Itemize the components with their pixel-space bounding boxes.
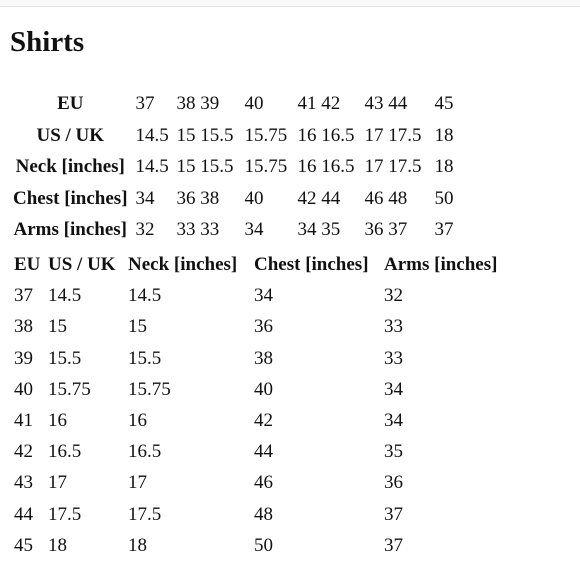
table-cell: 38 bbox=[14, 316, 33, 338]
table-cell: 37 bbox=[14, 285, 33, 307]
column-header-eu: EU bbox=[14, 254, 41, 275]
table-cell: 36 38 bbox=[176, 187, 220, 209]
table-cell: 40 bbox=[14, 378, 33, 400]
table-cell: 17 bbox=[128, 472, 147, 494]
table-cell: 42 bbox=[14, 441, 33, 463]
table-cell: 37 bbox=[434, 219, 454, 240]
table-cell: 37 bbox=[384, 534, 403, 556]
table-cell: 46 48 bbox=[364, 187, 408, 209]
table-cell: 16 16.5 bbox=[297, 156, 355, 177]
table-row bbox=[14, 343, 514, 374]
table-cell: 39 bbox=[14, 347, 33, 369]
table-row bbox=[14, 405, 514, 436]
table-cell: 18 bbox=[48, 534, 67, 556]
table-cell: 32 bbox=[135, 219, 155, 240]
table-row bbox=[14, 280, 514, 311]
row-header: Arms [inches] bbox=[13, 219, 127, 240]
table-cell: 33 bbox=[384, 347, 403, 369]
table-row bbox=[14, 530, 514, 561]
table-cell: 15.75 bbox=[244, 124, 288, 146]
table-row bbox=[14, 467, 514, 498]
table-cell: 17 17.5 bbox=[364, 124, 422, 146]
table-cell: 48 bbox=[254, 503, 273, 525]
table-cell: 50 bbox=[254, 534, 273, 556]
table-cell: 45 bbox=[434, 93, 454, 114]
row-header: US / UK bbox=[36, 124, 105, 146]
table-cell: 50 bbox=[434, 187, 454, 209]
size-table-horizontal bbox=[10, 88, 475, 246]
table-cell: 37 bbox=[135, 93, 155, 114]
table-cell: 17.5 bbox=[128, 503, 162, 525]
size-table-vertical bbox=[14, 249, 514, 561]
table-row bbox=[10, 88, 475, 120]
top-divider bbox=[0, 0, 580, 7]
table-cell: 44 bbox=[254, 441, 273, 463]
table-cell: 40 bbox=[244, 93, 264, 114]
page-title: Shirts bbox=[10, 26, 85, 58]
table-cell: 15.75 bbox=[48, 378, 91, 400]
table-cell: 40 bbox=[254, 378, 273, 400]
table-cell: 14.5 bbox=[135, 156, 169, 177]
table-cell: 18 bbox=[434, 124, 454, 146]
table-cell: 36 bbox=[384, 472, 403, 494]
table-cell: 34 bbox=[254, 285, 273, 307]
table-cell: 17 bbox=[48, 472, 67, 494]
table-cell: 44 bbox=[14, 503, 33, 525]
table-row bbox=[10, 151, 475, 183]
table-cell: 37 bbox=[384, 503, 403, 525]
table-row bbox=[14, 436, 514, 467]
table-cell: 34 35 bbox=[297, 219, 341, 240]
table-cell: 38 bbox=[254, 347, 273, 369]
table-cell: 34 bbox=[384, 410, 403, 432]
table-cell: 35 bbox=[384, 441, 403, 463]
table-cell: 38 39 bbox=[176, 93, 220, 114]
table-cell: 34 bbox=[384, 378, 403, 400]
table-cell: 15 15.5 bbox=[176, 156, 234, 177]
table-cell: 14.5 bbox=[48, 285, 82, 307]
table-row bbox=[10, 183, 475, 215]
row-header: Chest [inches] bbox=[13, 187, 128, 209]
column-header-us-uk: US / UK bbox=[48, 254, 116, 275]
table-cell: 18 bbox=[128, 534, 147, 556]
table-cell: 41 42 bbox=[297, 93, 341, 114]
table-cell: 33 33 bbox=[176, 219, 220, 240]
table-cell: 46 bbox=[254, 472, 273, 494]
table-cell: 42 bbox=[254, 410, 273, 432]
table-cell: 43 44 bbox=[364, 93, 408, 114]
table-cell: 15 bbox=[48, 316, 67, 338]
table-cell: 34 bbox=[244, 219, 264, 240]
table-cell: 15.5 bbox=[48, 347, 82, 369]
table-row bbox=[14, 311, 514, 342]
table-row bbox=[10, 214, 475, 246]
row-header: EU bbox=[57, 93, 84, 114]
table-header-row bbox=[14, 249, 514, 280]
table-cell: 16.5 bbox=[48, 441, 82, 463]
table-cell: 16.5 bbox=[128, 441, 162, 463]
table-cell: 36 bbox=[254, 316, 273, 338]
table-cell: 43 bbox=[14, 472, 33, 494]
table-cell: 18 bbox=[434, 156, 454, 177]
table-cell: 33 bbox=[384, 316, 403, 338]
table-row bbox=[14, 499, 514, 530]
column-header-neck: Neck [inches] bbox=[128, 254, 238, 275]
table-cell: 32 bbox=[384, 285, 403, 307]
row-header: Neck [inches] bbox=[15, 156, 125, 177]
table-cell: 16 bbox=[128, 410, 147, 432]
column-header-chest: Chest [inches] bbox=[254, 254, 369, 275]
table-cell: 17 17.5 bbox=[364, 156, 422, 177]
table-cell: 34 bbox=[135, 187, 155, 209]
table-cell: 14.5 bbox=[135, 124, 169, 146]
table-cell: 41 bbox=[14, 410, 33, 432]
table-cell: 15 15.5 bbox=[176, 124, 234, 146]
table-cell: 36 37 bbox=[364, 219, 408, 240]
table-cell: 45 bbox=[14, 534, 33, 556]
table-cell: 40 bbox=[244, 187, 264, 209]
table-cell: 16 16.5 bbox=[297, 124, 355, 146]
table-cell: 15.75 bbox=[244, 156, 288, 177]
table-cell: 15.75 bbox=[128, 378, 171, 400]
table-cell: 17.5 bbox=[48, 503, 82, 525]
table-cell: 15.5 bbox=[128, 347, 162, 369]
column-header-arms: Arms [inches] bbox=[384, 254, 498, 275]
table-cell: 42 44 bbox=[297, 187, 341, 209]
table-row bbox=[10, 120, 475, 152]
table-cell: 16 bbox=[48, 410, 67, 432]
table-cell: 14.5 bbox=[128, 285, 162, 307]
table-cell: 15 bbox=[128, 316, 147, 338]
table-row bbox=[14, 374, 514, 405]
